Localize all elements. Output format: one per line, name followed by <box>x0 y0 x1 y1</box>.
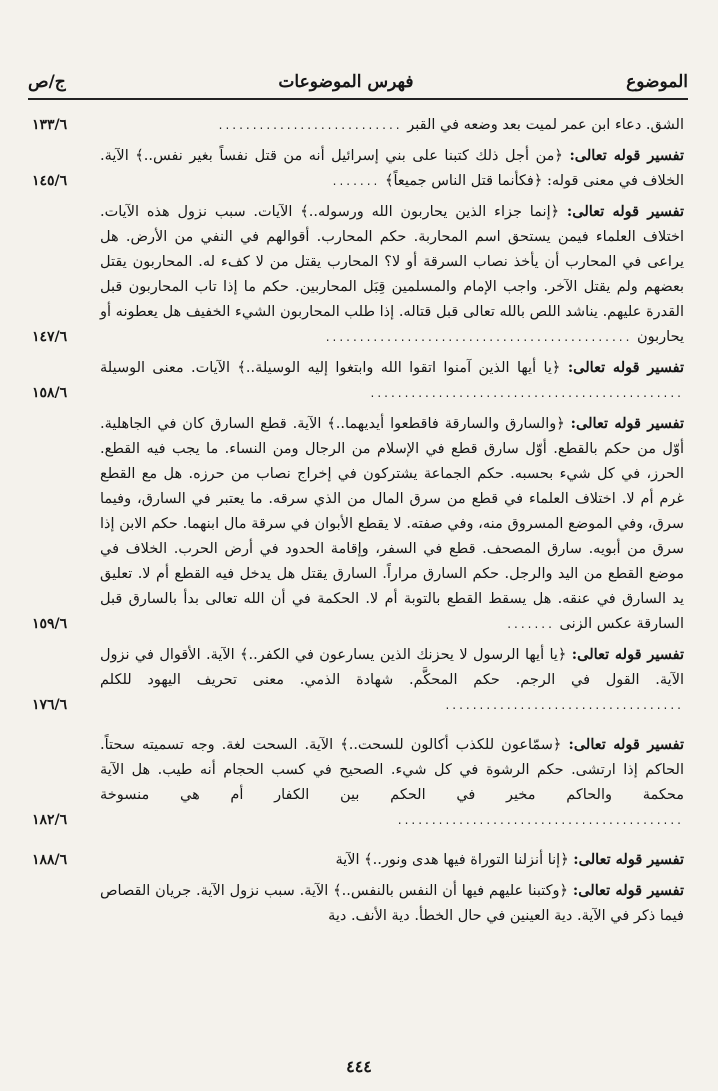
entry-page-ref: ١٣٣/٦ <box>32 117 68 133</box>
entry-body: ﴿يا أيها الذين آمنوا اتقوا الله وابتغوا إليه الوسيلة..﴾ الآيات. معنى الوسيلة <box>100 360 561 376</box>
entry-text <box>100 732 684 833</box>
page-header <box>28 66 688 100</box>
index-entry <box>30 411 684 637</box>
entry-text <box>100 878 684 929</box>
entry-lead: تفسير قوله تعالى: <box>571 646 684 663</box>
dot-leader: ........................... <box>218 118 403 132</box>
entry-body: ﴿من أجل ذلك كتبنا على بني إسرائيل أنه من قتل نفساً بغير نفس..﴾ الآية. الخلاف في معنى قوله: ﴿فكأنما قتل الناس جميعاً﴾ <box>100 148 684 189</box>
entry-body: ﴿سمّاعون للكذب أكالون للسحت..﴾ الآية. السحت لغة. وجه تسميته سحتاً. الحاكم إذا ارتشى. حكم الرشوة في كل شيء. الصحيح في كسب الحجام أنه طيب. هل الآية محكمة والحاكم مخير في الحكم بين الكفار أم هي منسوخة <box>100 737 684 803</box>
entry-page-ref: ١٤٥/٦ <box>32 173 68 189</box>
entry-page-ref: ١٤٧/٦ <box>32 329 68 345</box>
entry-body: ﴿والسارق والسارقة فاقطعوا أيديهما..﴾ الآية. قطع السارق كان في الجاهلية. أوّل من حكم بالقطع. أوّل سارق قطع في الإسلام من الرجال ومن النساء. ما يجب فيه القطع. الحرز، في كل شيء بحسبه. حكم الجماعة يشتركون في إخراج نصاب من حرزه. هل مع القطع غرم أم لا. اختلاف العلماء في قطع من سرق المال من الذي سرقه. ما يعتبر في السارق، وفيما سرق، وفي الموضع المسروق منه، وفي صفته. لا يقطع الأبوان في سرقة مال ابنهما. حكم الابن إذا سرق من أبويه. سارق المصحف. قطع في السفر، وإقامة الحدود في أرض الحرب. الخلاف في موضع القطع من اليد والرجل. حكم السارق مراراً. السارق يقتل هل يدخل فيه القطع أم لا. تعليق يد السارق في عنقه. هل يسقط القطع بالتوبة أم لا. الحكمة في أن الله تعالى بدأ بالسارق قبل السارقة عكس الزنى <box>100 416 684 632</box>
dot-leader: .............................................. <box>370 386 684 400</box>
entry-text <box>100 199 684 350</box>
header-title: فهرس الموضوعات <box>278 72 414 92</box>
index-entry <box>30 847 684 873</box>
index-entries <box>30 112 684 934</box>
entry-page-ref: ١٨٢/٦ <box>32 812 68 828</box>
entry-text <box>100 355 684 406</box>
index-entry <box>30 199 684 350</box>
entry-text <box>100 411 684 637</box>
entry-page-ref: ١٥٩/٦ <box>32 616 68 632</box>
entry-body: الشق. دعاء ابن عمر لميت بعد وضعه في القبر <box>407 117 684 133</box>
dot-leader: ................................... <box>445 698 684 712</box>
entry-body: ﴿يا أيها الرسول لا يحزنك الذين يسارعون في الكفر..﴾ الآية. الأقوال في نزول الآية. القول في الرجم. حكم المحكَّم. شهادة الذمي. معنى تحريف اليهود للكلم <box>100 647 684 688</box>
entry-lead: تفسير قوله تعالى: <box>568 736 685 753</box>
entry-body: ﴿إنا أنزلنا التوراة فيها هدى ونور..﴾ الآية <box>335 852 569 868</box>
header-volume-page-label: ج/ص <box>28 72 66 92</box>
header-topic-label: الموضوع <box>626 72 688 92</box>
entry-text <box>100 112 684 138</box>
page-number: ٤٤٤ <box>346 1057 372 1076</box>
entry-lead: تفسير قوله تعالى: <box>566 203 685 220</box>
dot-leader: .......................................... <box>397 813 684 827</box>
index-entry <box>30 732 684 833</box>
entry-lead: تفسير قوله تعالى: <box>569 147 685 164</box>
dot-leader: ............................................. <box>325 330 633 344</box>
entry-text <box>100 143 684 194</box>
entry-lead: تفسير قوله تعالى: <box>572 882 685 899</box>
entry-lead: تفسير قوله تعالى: <box>573 851 684 868</box>
dot-leader: ....... <box>507 617 555 631</box>
entry-lead: تفسير قوله تعالى: <box>567 359 685 376</box>
index-entry <box>30 355 684 406</box>
entry-page-ref: ١٥٨/٦ <box>32 385 68 401</box>
index-entry <box>30 642 684 718</box>
entry-body: ﴿إنما جزاء الذين يحاربون الله ورسوله..﴾ الآيات. سبب نزول هذه الآيات. اختلاف العلماء فيمن يستحق اسم المحاربة. حكم المحارب. أقوالهم في النفي من الأرض. هل يراعى في المحارب أن يأخذ نصاب السرقة أو لا؟ المحارب يقتل من لا كفء له. المحاربون يقتل بعضهم ولم يقتل الآخر. واجب الإمام والمسلمين قِبَل المحاربين. حكم ما إذا تاب المحاربون قبل القدرة عليهم. يناشد اللص بالله تعالى قبل قتاله. إذا طلب المحاربون الشيء الخفيف هل يعطونه أو يحاربون <box>100 204 684 345</box>
index-entry <box>30 143 684 194</box>
index-entry <box>30 878 684 929</box>
dot-leader: ....... <box>332 174 381 188</box>
entry-text <box>100 847 684 873</box>
entry-text <box>100 642 684 718</box>
entry-page-ref: ١٧٦/٦ <box>32 697 68 713</box>
index-entry <box>30 112 684 138</box>
entry-page-ref: ١٨٨/٦ <box>32 852 68 868</box>
entry-body: ﴿وكتبنا عليهم فيها أن النفس بالنفس..﴾ الآية. سبب نزول الآية. جريان القصاص فيما ذكر في الآية. دية العينين في حال الخطأ. دية الأنف. دية <box>100 883 684 924</box>
entry-lead: تفسير قوله تعالى: <box>570 415 685 432</box>
